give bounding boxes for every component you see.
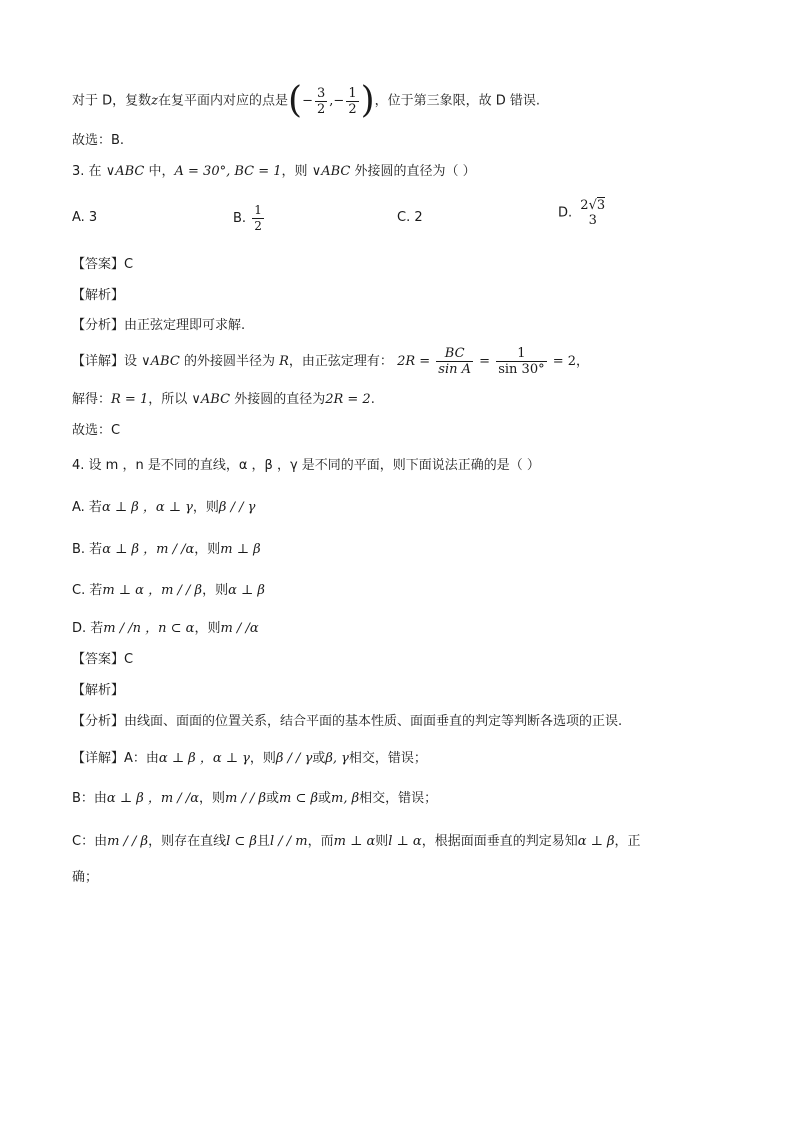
q4-answer: 【答案】C xyxy=(72,652,134,667)
q3-choice: 故选：C xyxy=(72,423,121,438)
q2-point-line: 对于 D，复数z在复平面内对应的点是(− $\frac{3}{2}$ ,− $\frac{1}{2}$ )，位于第三象限，故 D 错误. xyxy=(72,80,541,121)
q3-answer: 【答案】C xyxy=(72,257,134,272)
q4-option-a: A. 若α ⊥ β ，α ⊥ γ，则β / / γ xyxy=(72,500,256,515)
q4-stem: 4. 设 m ，n 是不同的直线，α ，β ，γ 是不同的平面，则下面说法正确的是（ ） xyxy=(72,458,540,473)
q4-detail-c-cont: 确； xyxy=(72,870,99,885)
q3-solve: 解得：R = 1，所以 ∨ABC 外接圆的直径为2R = 2. xyxy=(72,392,375,407)
q4-option-d: D. 若m / /n ，n ⊂ α，则m / /α xyxy=(72,621,259,636)
q3-detail: 【详解】设 ∨ABC 的外接圆半径为 R，由正弦定理有： 2R = $\frac{BC}{\text{sin A}}$ = $\frac{1}{\sin 30^\circ}$ = 2， xyxy=(72,346,590,377)
q2-choice: 故选：B. xyxy=(72,133,125,148)
q4-option-b: B. 若α ⊥ β ，m / /α，则m ⊥ β xyxy=(72,542,261,557)
q3-stem: 3. 在 ∨ABC 中，A = 30°, BC = 1，则 ∨ABC 外接圆的直径为（ ） xyxy=(72,164,476,179)
q3-option-c: C. 2 xyxy=(397,210,423,225)
right-paren: ) xyxy=(360,80,375,121)
q4-detail-b: B：由α ⊥ β ，m / /α，则m / / β或m ⊂ β或m, β相交，错误； xyxy=(72,791,438,806)
q4-detail-c: C：由m / / β，则存在直线l ⊂ β且l / / m，而m ⊥ α则l ⊥ α，根据面面垂直的判定易知α ⊥ β，正 xyxy=(72,834,641,849)
fraction-1-2: $\frac{1}{2}$ xyxy=(348,85,357,117)
q4-option-c: C. 若m ⊥ α ，m / / β，则α ⊥ β xyxy=(72,583,265,598)
q4-analysis-title: 【解析】 xyxy=(72,683,125,698)
q4-detail-a: 【详解】A：由α ⊥ β ，α ⊥ γ，则β / / γ或β, γ相交，错误； xyxy=(72,751,427,766)
q4-fenxi: 【分析】由线面、面面的位置关系，结合平面的基本性质、面面垂直的判定等判断各选项的正误. xyxy=(72,714,623,729)
q3-analysis-title: 【解析】 xyxy=(72,288,125,303)
fraction-3-2: $\frac{3}{2}$ xyxy=(316,85,326,117)
q3-option-b: B. $\frac{1}{2}$ xyxy=(233,203,262,233)
q3-option-d: D. 2√3 3 xyxy=(558,198,606,228)
left-paren: ( xyxy=(288,80,303,121)
q3-option-a: A. 3 xyxy=(72,210,98,225)
q3-fenxi: 【分析】由正弦定理即可求解. xyxy=(72,318,246,333)
